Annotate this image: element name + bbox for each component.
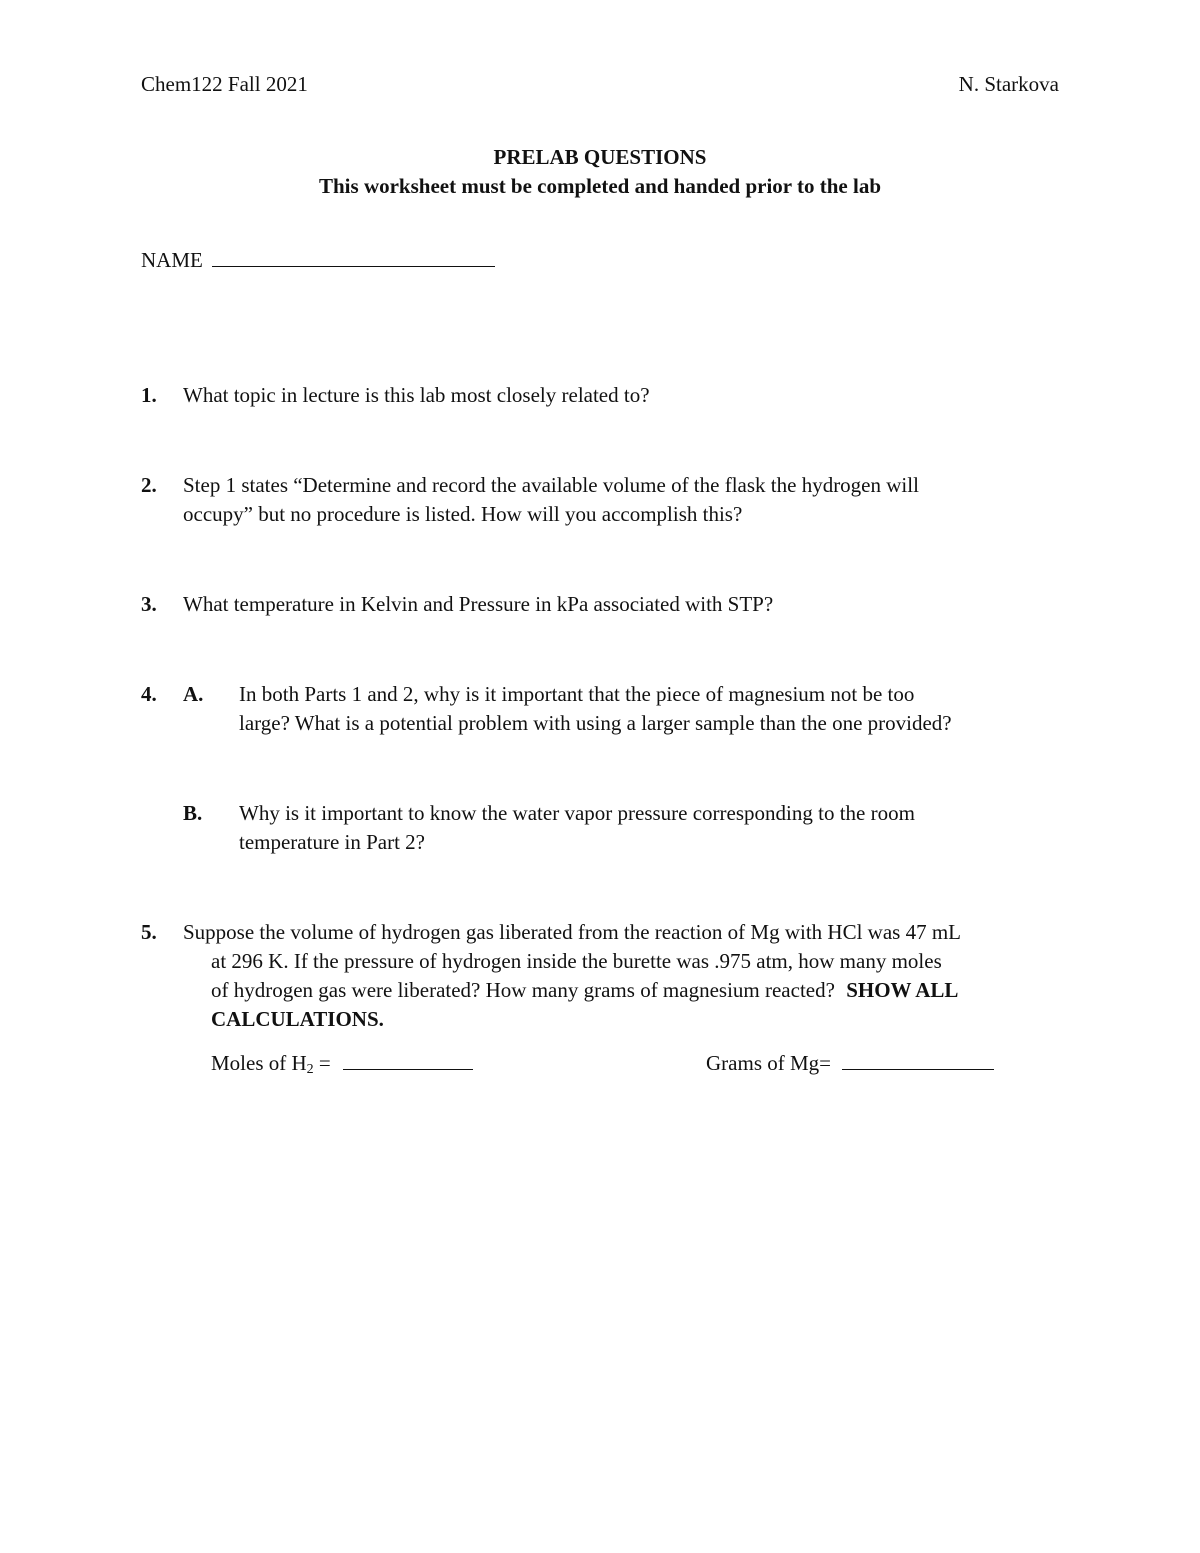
moles-blank-line[interactable] (343, 1068, 473, 1070)
question-2-line-2: occupy” but no procedure is listed. How will you accomplish this? (183, 502, 743, 526)
question-4b-line-1: Why is it important to know the water vapor pressure corresponding to the room (239, 801, 915, 825)
instructor-header: N. Starkova (958, 72, 1059, 96)
question-4a-line-1: In both Parts 1 and 2, why is it important that the piece of magnesium not be too (239, 682, 915, 706)
question-4b-letter: B. (183, 801, 203, 825)
question-5-line-3 (211, 978, 958, 1003)
question-5-number: 5. (141, 920, 157, 944)
question-5-line-1: Suppose the volume of hydrogen gas liberated from the reaction of Mg with HCl was 47 mL (183, 920, 962, 944)
show-all-emphasis: SHOW ALL (846, 978, 959, 1002)
moles-subscript: 2 (306, 1062, 314, 1077)
page-subtitle: This worksheet must be completed and handed prior to the lab (319, 174, 881, 198)
question-2-number: 2. (141, 473, 157, 497)
name-field[interactable] (141, 248, 495, 273)
course-header: Chem122 Fall 2021 (141, 72, 308, 96)
grams-label: Grams of Mg= (706, 1051, 831, 1075)
name-label: NAME (141, 248, 203, 272)
name-blank-line[interactable] (212, 265, 495, 267)
question-4-number: 4. (141, 682, 157, 706)
grams-blank-line[interactable] (842, 1068, 994, 1070)
calculations-emphasis: CALCULATIONS. (211, 1007, 384, 1031)
question-4a-letter: A. (183, 682, 204, 706)
question-1-number: 1. (141, 383, 157, 407)
moles-label: Moles of H (211, 1051, 307, 1075)
page-title: PRELAB QUESTIONS (493, 145, 707, 169)
grams-answer-field[interactable] (706, 1051, 994, 1076)
question-4a-line-2: large? What is a potential problem with using a larger sample than the one provided? (239, 711, 952, 735)
moles-answer-field[interactable] (211, 1051, 473, 1076)
question-1-text: What topic in lecture is this lab most closely related to? (183, 383, 650, 407)
question-3-text: What temperature in Kelvin and Pressure in kPa associated with STP? (183, 592, 774, 616)
question-4b-line-2: temperature in Part 2? (239, 830, 426, 854)
moles-equals: = (313, 1051, 337, 1075)
question-5-line-3-text: of hydrogen gas were liberated? How many grams of magnesium reacted? (211, 978, 835, 1002)
question-5-line-2: at 296 K. If the pressure of hydrogen inside the burette was .975 atm, how many moles (211, 949, 942, 973)
question-2-line-1: Step 1 states “Determine and record the available volume of the flask the hydrogen will (183, 473, 919, 497)
question-3-number: 3. (141, 592, 157, 616)
